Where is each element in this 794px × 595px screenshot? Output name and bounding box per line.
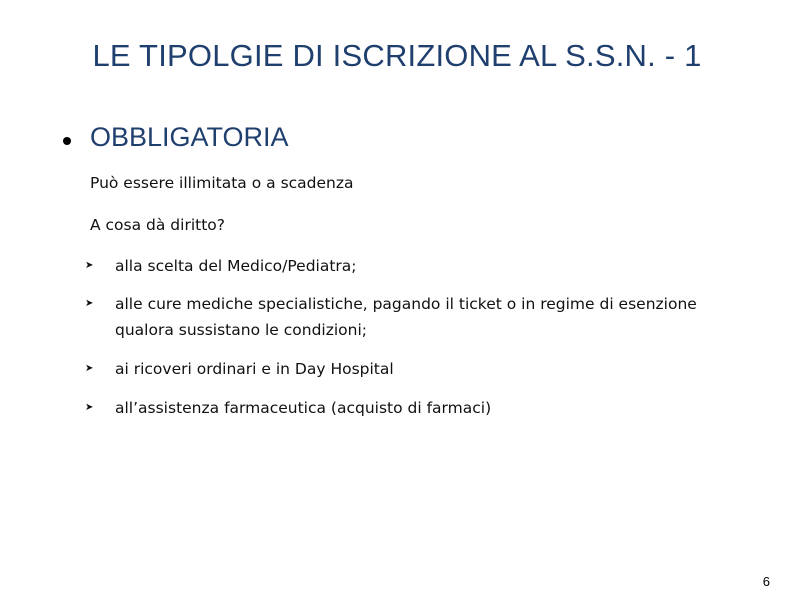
list-item <box>85 356 725 382</box>
body-line-validity: Può essere illimitata o a scadenza <box>90 174 354 192</box>
body-line-rights-question: A cosa dà diritto? <box>90 216 225 234</box>
main-bullet-item <box>63 122 289 153</box>
arrowhead-icon: ➤ <box>85 298 94 309</box>
slide-title: LE TIPOLGIE DI ISCRIZIONE AL S.S.N. - 1 <box>92 38 702 73</box>
list-item <box>85 395 725 421</box>
list-item-text: alle cure mediche specialistiche, pagando il ticket o in regime di esenzione qualora sussistano le condizioni; <box>115 295 697 339</box>
list-item-text: ai ricoveri ordinari e in Day Hospital <box>115 360 394 378</box>
list-item-text: alla scelta del Medico/Pediatra; <box>115 257 357 275</box>
arrowhead-icon: ➤ <box>85 260 94 271</box>
arrowhead-icon: ➤ <box>85 363 94 374</box>
bullet-dot-icon <box>63 137 71 145</box>
section-heading: OBBLIGATORIA <box>90 122 289 152</box>
list-item-text: all’assistenza farmaceutica (acquisto di farmaci) <box>115 399 492 417</box>
page-number: 6 <box>762 574 770 589</box>
list-item <box>85 291 725 343</box>
list-item <box>85 253 725 279</box>
arrowhead-icon: ➤ <box>85 402 94 413</box>
